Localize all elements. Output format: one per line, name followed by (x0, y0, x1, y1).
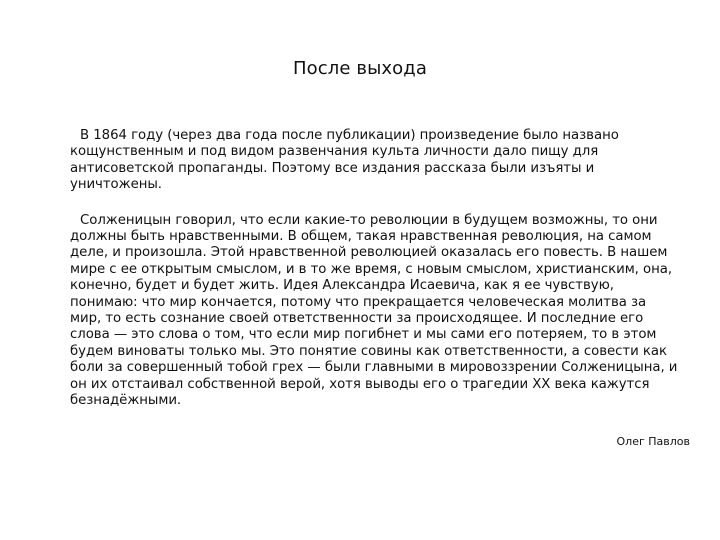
author-signature: Олег Павлов (616, 435, 690, 448)
paragraph-moral-revolution: Солженицын говорил, что если какие-то революции в будущем возможны, то они должны быть нравственными. В общем, такая нравственная революция, на самом деле, и произошла. Этой нравственной революцией оказалась его повесть. В нашем мире с ее открытым смыслом, и в то же время, с новым смыслом, христианским, она, конечно, будет и будет жить. Идея Александра Исаевича, как я ее чувствую, понимаю: что мир кончается, потому что прекращается человеческая молитва за мир, то есть сознание своей ответственности за происходящее. И последние его слова — это слова о том, что если мир погибнет и мы сами его потеряем, то в этом будем виноваты только мы. Это понятие совины как ответственности, а совести как боли за совершенный тобой грех — были главными в мировоззрении Солженицына, и он их отстаивал собственной верой, хотя выводы его о трагедии XX века кажутся безнадёжными. (70, 212, 678, 409)
paragraph-publication: В 1864 году (через два года после публикации) произведение было названо кощунственным и под видом развенчания культа личности дало пищу для антисоветской пропаганды. Поэтому все издания рассказа были изъяты и уничтожены. (70, 128, 619, 193)
page-title: После выхода (293, 58, 427, 79)
body-text (70, 128, 678, 410)
